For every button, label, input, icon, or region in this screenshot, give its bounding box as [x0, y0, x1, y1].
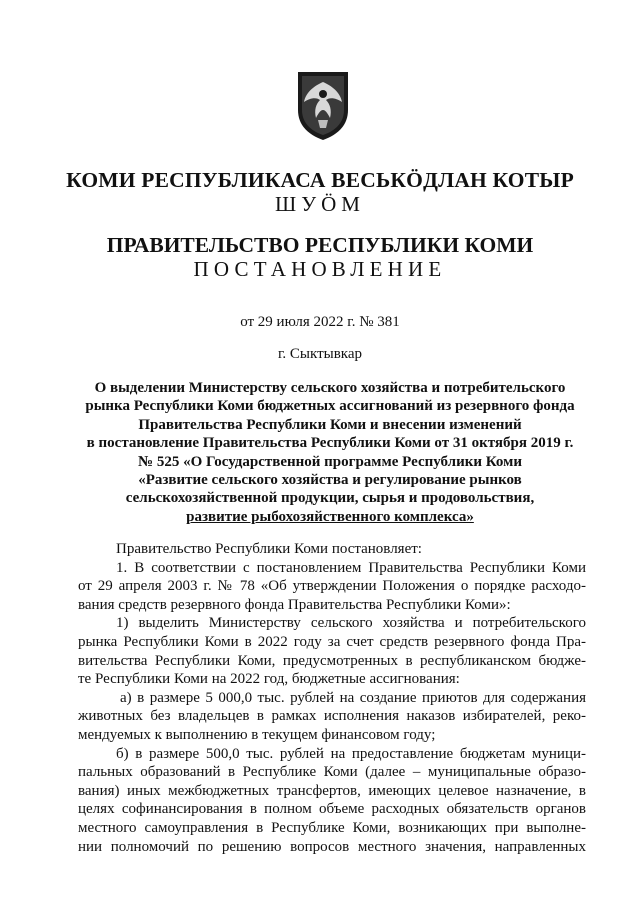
body-line: вания) иных межбюджетных трансфертов, имеющих целевое назначение, в — [78, 782, 586, 799]
doc-type-ru: ПОСТАНОВЛЕНИЕ — [193, 257, 447, 281]
body-line: нии полномочий по решению вопросов местного значения, направленных — [78, 838, 586, 855]
body-line: 1) выделить Министерству сельского хозяйства и потребительского — [116, 615, 586, 632]
body-line: пальных образований в Республике Коми (далее – муниципальные образо- — [78, 764, 586, 781]
body-line: б) в размере 500,0 тыс. рублей на предоставление бюджетам муници- — [116, 745, 586, 762]
body-line: а) в размере 5 000,0 тыс. рублей на создание приютов для содержания — [120, 689, 586, 706]
body-line: от 29 апреля 2003 г. № 78 «Об утверждении Положения о порядке расходо- — [78, 578, 586, 595]
title-line: О выделении Министерству сельского хозяйства и потребительского — [94, 380, 566, 396]
title-line: развитие рыбохозяйственного комплекса» — [186, 508, 474, 525]
body-line: рынка Республики Коми в 2022 году за счет средств резервного фонда Пра- — [78, 633, 586, 650]
document-body — [78, 540, 586, 856]
document-date-number: от 29 июля 2022 г. № 381 — [240, 314, 400, 330]
org-name-ru: ПРАВИТЕЛЬСТВО РЕСПУБЛИКИ КОМИ — [106, 233, 534, 257]
body-line: мендуемых к выполнению в текущем финансовом году; — [78, 726, 436, 743]
body-line: местного самоуправления в Республике Коми, возникающих при выполне- — [78, 819, 586, 836]
title-line: Правительства Республики Коми и внесении изменений — [138, 416, 522, 433]
title-line: рынка Республики Коми бюджетных ассигнований из резервного фонда — [85, 398, 575, 415]
komi-republic-coat-of-arms-icon — [294, 70, 352, 142]
body-line: те Республики Коми на 2022 год, бюджетные ассигнования: — [78, 671, 460, 688]
org-name-komi: КОМИ РЕСПУБЛИКАСА ВЕСЬКÖДЛАН КОТЫР — [66, 168, 574, 192]
body-line: целях софинансирования в полном объеме расходных обязательств органов — [78, 801, 586, 818]
doc-type-komi: ШУÖМ — [275, 192, 365, 216]
title-line: № 525 «О Государственной программе Республики Коми — [138, 453, 522, 470]
body-line: Правительство Республики Коми постановляет: — [116, 541, 422, 557]
body-line: вания средств резервного фонда Правительства Республики Коми»: — [78, 596, 511, 613]
title-line: «Развитие сельского хозяйства и регулирование рынков — [138, 472, 522, 489]
document-city: г. Сыктывкар — [277, 346, 363, 362]
body-line: вительства Республики Коми, предусмотренных в республиканском бюдже- — [78, 652, 586, 669]
title-line: в постановление Правительства Республики Коми от 31 октября 2019 г. — [86, 435, 574, 452]
body-line: 1. В соответствии с постановлением Правительства Республики Коми — [116, 559, 586, 576]
document-title — [60, 379, 600, 526]
title-line: сельскохозяйственной продукции, сырья и продовольствия, — [125, 490, 535, 507]
body-line: животных без владельцев в рамках исполнения наказов избирателей, реко- — [78, 708, 586, 725]
